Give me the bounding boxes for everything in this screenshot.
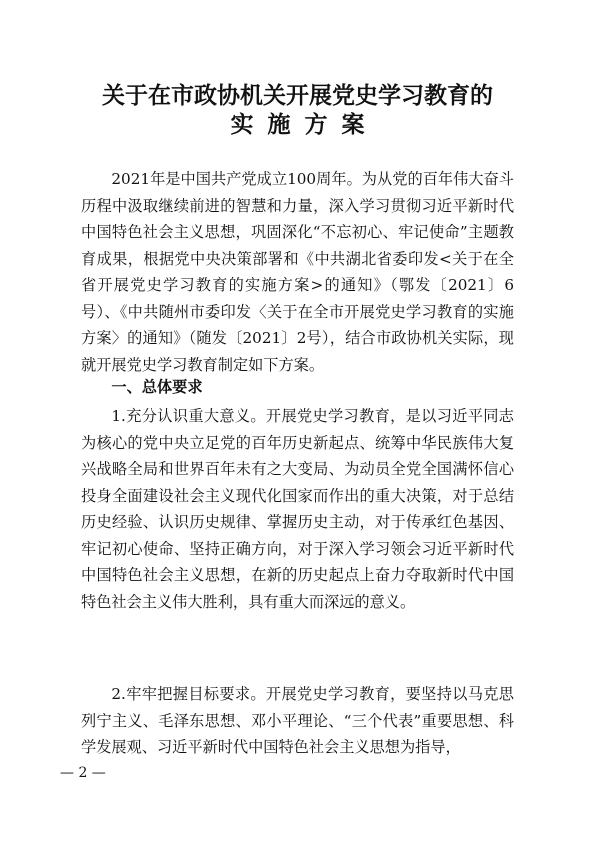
item-2-paragraph: 2.牢牢把握目标要求。开展党史学习教育，要坚持以马克思列宁主义、毛泽东思想、邓小平理论、“三个代表”重要思想、科学发展观、习近平新时代中国特色社会主义思想为指导， — [81, 685, 514, 756]
intro-paragraph: 2021年是中国共产党成立100周年。为从党的百年伟大奋斗历程中汲取继续前进的智慧和力量，深入学习贯彻习近平新时代中国特色社会主义思想，巩固深化“不忘初心、牢记使命”主题教育成果，根据党中央决策部署和《中共湖北省委印发<关于在全省开展党史学习教育的实施方案>的通知》（鄂发〔2021〕6号）、《中共随州市委印发〈关于在全市开展党史学习教育的实施方案〉的通知》（随发〔2021〕2号），结合市政协机关实际，现就开展党史学习教育制定如下方案。 — [81, 170, 514, 374]
document-title-line-1: 关于在市政协机关开展党史学习教育的 — [102, 82, 493, 109]
item-1-paragraph: 1.充分认识重大意义。开展党史学习教育，是以习近平同志为核心的党中央立足党的百年历史新起点、统筹中华民族伟大复兴战略全局和世界百年未有之大变局、为动员全党全国满怀信心投身全面建设社会主义现代化国家而作出的重大决策，对于总结历史经验、认识历史规律、掌握历史主动，对于传承红色基因、牢记初心使命、坚持正确方向，对于深入学习领会习近平新时代中国特色社会主义思想，在新的历史起点上奋力夺取新时代中国特色社会主义伟大胜利，具有重大而深远的意义。 — [81, 407, 514, 611]
intro-section — [81, 166, 514, 378]
item-2-section — [81, 681, 514, 761]
document-title-line-2: 实施方案 — [230, 111, 379, 138]
item-1-section — [81, 403, 514, 615]
page-number: — 2 — — [60, 765, 106, 781]
section-heading: 一、总体要求 — [111, 378, 203, 396]
